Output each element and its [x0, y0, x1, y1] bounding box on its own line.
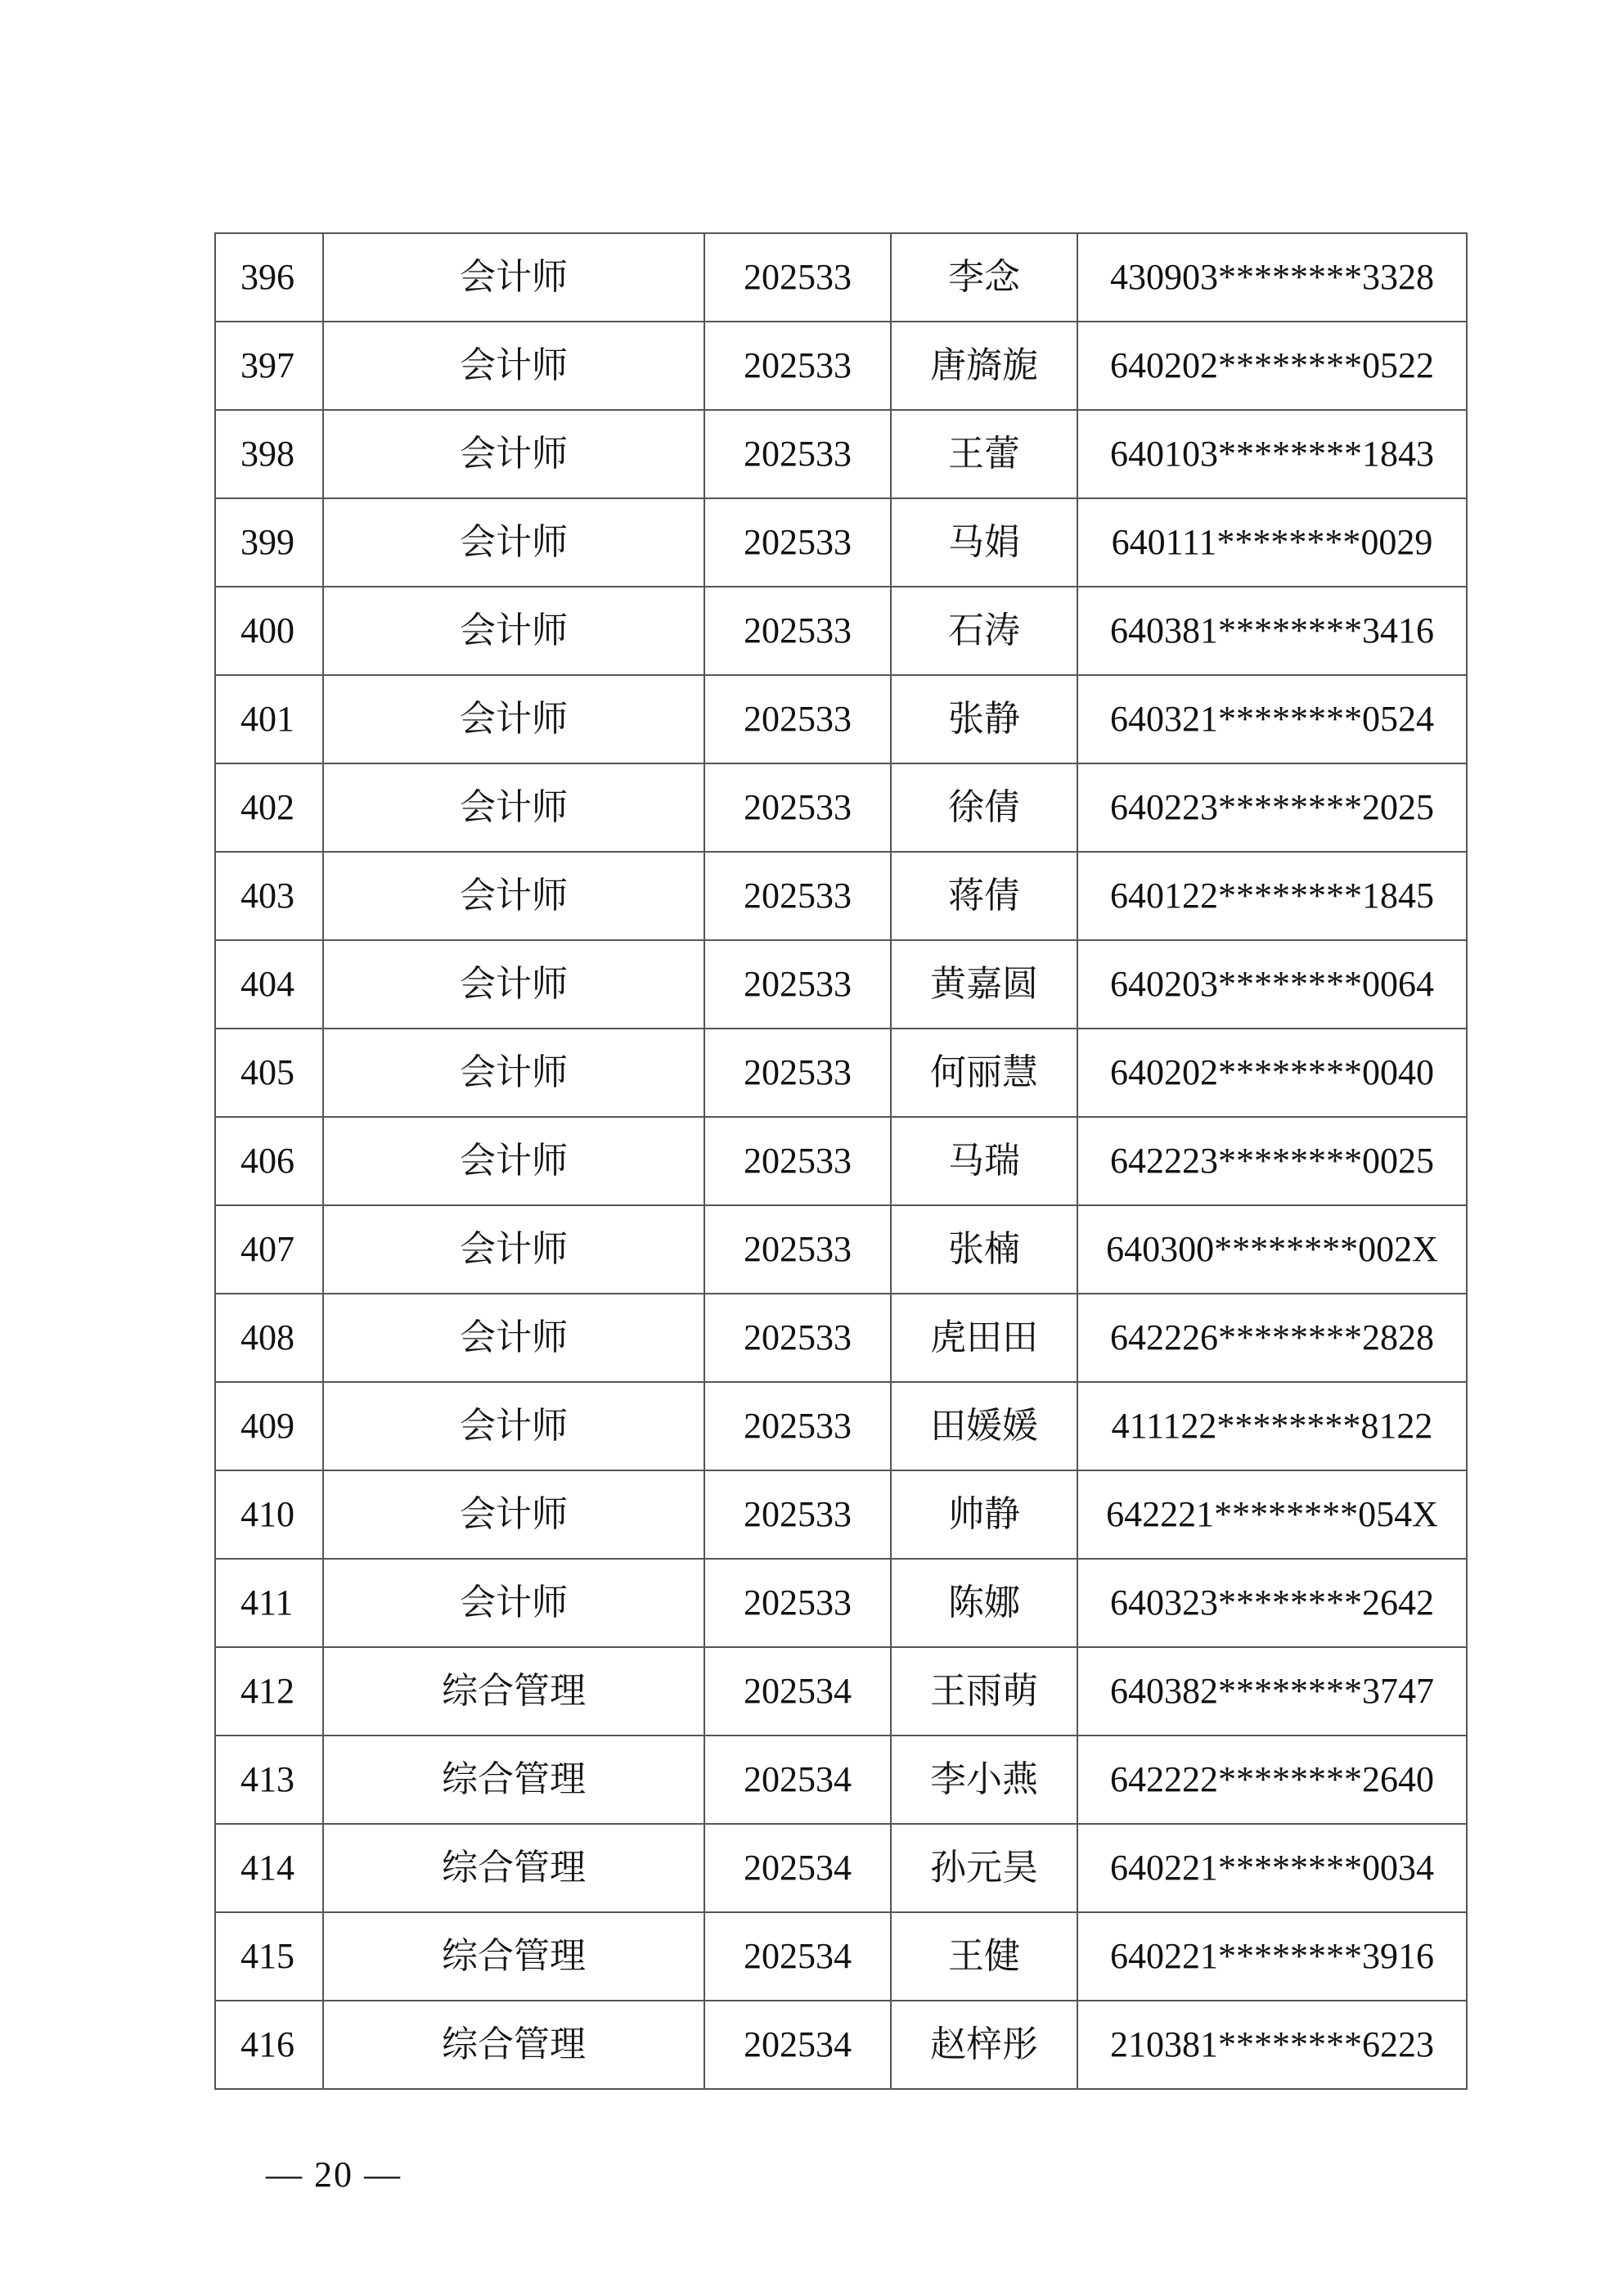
- cell-position-code: 202533: [704, 587, 891, 675]
- cell-name: 张静: [891, 675, 1077, 763]
- cell-id-number: 640221********3916: [1077, 1912, 1467, 2001]
- table-row: [215, 322, 1467, 410]
- cell-position: 会计师: [323, 587, 704, 675]
- cell-number: 415: [215, 1912, 323, 2001]
- cell-id-number: 640122********1845: [1077, 852, 1467, 940]
- cell-id-number: 640202********0040: [1077, 1029, 1467, 1117]
- cell-position: 会计师: [323, 852, 704, 940]
- cell-number: 406: [215, 1117, 323, 1205]
- cell-position-code: 202534: [704, 1647, 891, 1736]
- cell-position-code: 202533: [704, 1117, 891, 1205]
- candidate-table-container: [214, 232, 1466, 2090]
- cell-position: 综合管理: [323, 2001, 704, 2089]
- cell-id-number: 640381********3416: [1077, 587, 1467, 675]
- table-row: [215, 1559, 1467, 1647]
- cell-name: 陈娜: [891, 1559, 1077, 1647]
- cell-id-number: 640203********0064: [1077, 940, 1467, 1029]
- cell-number: 402: [215, 763, 323, 852]
- table-row: [215, 1470, 1467, 1559]
- cell-position-code: 202533: [704, 1205, 891, 1294]
- table-row: [215, 675, 1467, 763]
- cell-position: 综合管理: [323, 1736, 704, 1824]
- cell-position: 综合管理: [323, 1824, 704, 1912]
- cell-position: 会计师: [323, 1029, 704, 1117]
- cell-position-code: 202533: [704, 675, 891, 763]
- table-row: [215, 587, 1467, 675]
- cell-name: 王健: [891, 1912, 1077, 2001]
- cell-position: 会计师: [323, 1559, 704, 1647]
- cell-id-number: 430903********3328: [1077, 233, 1467, 322]
- page-number: — 20 —: [266, 2154, 402, 2195]
- cell-name: 唐旖旎: [891, 322, 1077, 410]
- cell-name: 王雨萌: [891, 1647, 1077, 1736]
- cell-position-code: 202533: [704, 1382, 891, 1470]
- cell-id-number: 642221********054X: [1077, 1470, 1467, 1559]
- cell-number: 409: [215, 1382, 323, 1470]
- cell-number: 404: [215, 940, 323, 1029]
- cell-name: 田媛媛: [891, 1382, 1077, 1470]
- table-row: [215, 1294, 1467, 1382]
- cell-position-code: 202533: [704, 940, 891, 1029]
- cell-name: 李念: [891, 233, 1077, 322]
- cell-number: 398: [215, 410, 323, 498]
- cell-number: 416: [215, 2001, 323, 2089]
- cell-position-code: 202533: [704, 233, 891, 322]
- cell-position-code: 202533: [704, 322, 891, 410]
- cell-number: 413: [215, 1736, 323, 1824]
- cell-number: 400: [215, 587, 323, 675]
- table-row: [215, 763, 1467, 852]
- cell-position: 会计师: [323, 1117, 704, 1205]
- cell-name: 徐倩: [891, 763, 1077, 852]
- cell-position: 会计师: [323, 675, 704, 763]
- cell-position: 会计师: [323, 1470, 704, 1559]
- cell-number: 407: [215, 1205, 323, 1294]
- candidate-table: [214, 232, 1468, 2090]
- cell-name: 蒋倩: [891, 852, 1077, 940]
- table-row: [215, 852, 1467, 940]
- cell-number: 414: [215, 1824, 323, 1912]
- cell-position-code: 202533: [704, 1029, 891, 1117]
- cell-name: 虎田田: [891, 1294, 1077, 1382]
- table-row: [215, 1647, 1467, 1736]
- cell-position-code: 202533: [704, 763, 891, 852]
- cell-name: 张楠: [891, 1205, 1077, 1294]
- cell-id-number: 642226********2828: [1077, 1294, 1467, 1382]
- cell-position-code: 202533: [704, 1470, 891, 1559]
- cell-position-code: 202534: [704, 1912, 891, 2001]
- cell-name: 何丽慧: [891, 1029, 1077, 1117]
- cell-name: 赵梓彤: [891, 2001, 1077, 2089]
- cell-position: 综合管理: [323, 1912, 704, 2001]
- cell-id-number: 642223********0025: [1077, 1117, 1467, 1205]
- table-row: [215, 1912, 1467, 2001]
- cell-id-number: 640103********1843: [1077, 410, 1467, 498]
- cell-name: 李小燕: [891, 1736, 1077, 1824]
- cell-position-code: 202533: [704, 1294, 891, 1382]
- cell-position: 会计师: [323, 1205, 704, 1294]
- table-row: [215, 233, 1467, 322]
- cell-id-number: 640382********3747: [1077, 1647, 1467, 1736]
- cell-position: 会计师: [323, 233, 704, 322]
- cell-number: 411: [215, 1559, 323, 1647]
- cell-number: 401: [215, 675, 323, 763]
- cell-position: 会计师: [323, 1382, 704, 1470]
- cell-id-number: 210381********6223: [1077, 2001, 1467, 2089]
- cell-position: 会计师: [323, 1294, 704, 1382]
- cell-name: 帅静: [891, 1470, 1077, 1559]
- table-row: [215, 1029, 1467, 1117]
- cell-position-code: 202533: [704, 410, 891, 498]
- cell-position: 会计师: [323, 410, 704, 498]
- cell-name: 石涛: [891, 587, 1077, 675]
- cell-number: 405: [215, 1029, 323, 1117]
- cell-number: 399: [215, 498, 323, 587]
- cell-position-code: 202533: [704, 498, 891, 587]
- table-row: [215, 498, 1467, 587]
- cell-number: 396: [215, 233, 323, 322]
- cell-id-number: 640223********2025: [1077, 763, 1467, 852]
- table-row: [215, 1382, 1467, 1470]
- cell-position-code: 202534: [704, 1736, 891, 1824]
- cell-id-number: 640321********0524: [1077, 675, 1467, 763]
- cell-name: 黄嘉圆: [891, 940, 1077, 1029]
- cell-number: 397: [215, 322, 323, 410]
- cell-id-number: 642222********2640: [1077, 1736, 1467, 1824]
- cell-position: 会计师: [323, 940, 704, 1029]
- table-row: [215, 2001, 1467, 2089]
- cell-id-number: 640221********0034: [1077, 1824, 1467, 1912]
- cell-name: 孙元昊: [891, 1824, 1077, 1912]
- cell-number: 403: [215, 852, 323, 940]
- cell-id-number: 640111********0029: [1077, 498, 1467, 587]
- cell-name: 马娟: [891, 498, 1077, 587]
- cell-id-number: 640300********002X: [1077, 1205, 1467, 1294]
- cell-position-code: 202534: [704, 2001, 891, 2089]
- cell-position: 会计师: [323, 322, 704, 410]
- cell-number: 408: [215, 1294, 323, 1382]
- cell-position: 会计师: [323, 763, 704, 852]
- table-row: [215, 940, 1467, 1029]
- cell-position: 会计师: [323, 498, 704, 587]
- cell-name: 马瑞: [891, 1117, 1077, 1205]
- cell-position-code: 202533: [704, 1559, 891, 1647]
- cell-position-code: 202533: [704, 852, 891, 940]
- table-row: [215, 1824, 1467, 1912]
- table-row: [215, 410, 1467, 498]
- cell-position: 综合管理: [323, 1647, 704, 1736]
- cell-number: 410: [215, 1470, 323, 1559]
- cell-name: 王蕾: [891, 410, 1077, 498]
- table-body: [215, 233, 1467, 2089]
- cell-id-number: 411122********8122: [1077, 1382, 1467, 1470]
- cell-position-code: 202534: [704, 1824, 891, 1912]
- cell-id-number: 640202********0522: [1077, 322, 1467, 410]
- cell-number: 412: [215, 1647, 323, 1736]
- table-row: [215, 1205, 1467, 1294]
- cell-id-number: 640323********2642: [1077, 1559, 1467, 1647]
- table-row: [215, 1736, 1467, 1824]
- table-row: [215, 1117, 1467, 1205]
